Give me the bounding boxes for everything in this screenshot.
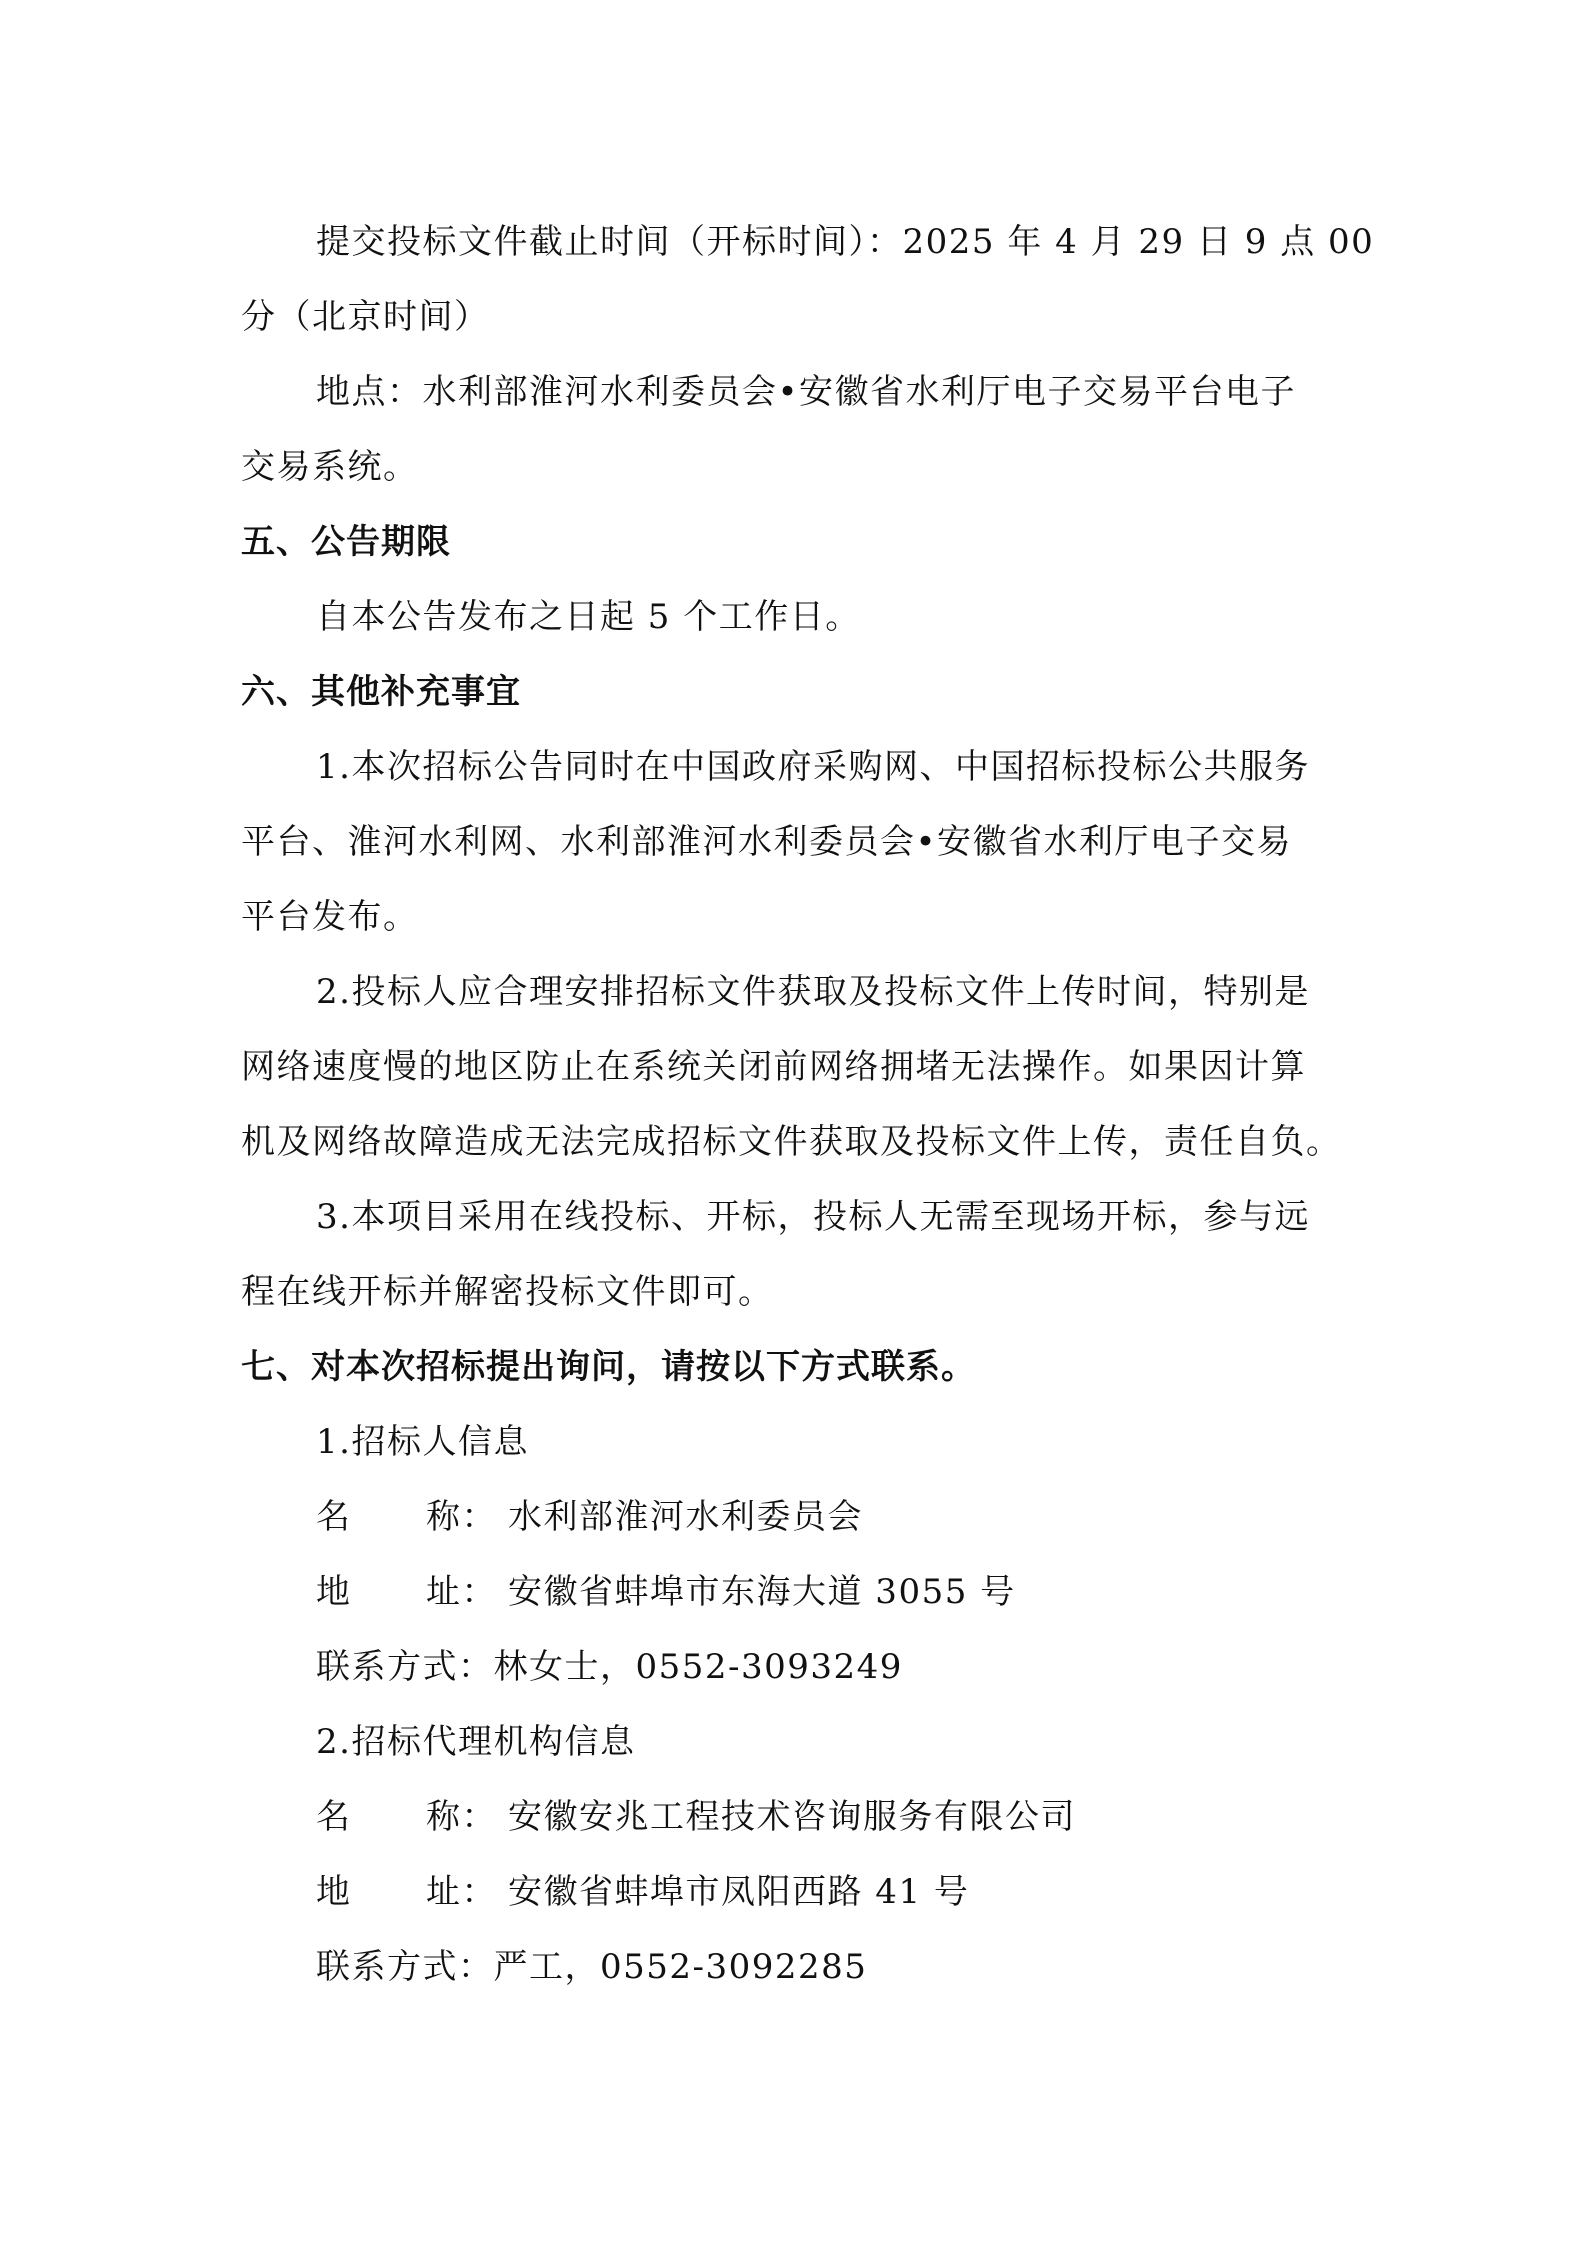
agency-address-row [241,1855,1351,1930]
agency-name-row [241,1780,1351,1855]
agency-contact-value: 严工，0552-3092285 [493,1947,868,1987]
tenderer-name-value: 水利部淮河水利委员会 [508,1497,863,1537]
agency-name-value: 安徽安兆工程技术咨询服务有限公司 [508,1797,1076,1837]
tenderer-address-row [241,1555,1351,1630]
section-heading-7: 七、对本次招标提出询问，请按以下方式联系。 [241,1347,976,1387]
notice-period-text: 自本公告发布之日起 5 个工作日。 [316,597,861,637]
supplement-item-1-line-2: 平台、淮河水利网、水利部淮河水利委员会•安徽省水利厅电子交易 [241,822,1293,862]
location-line-1: 地点：水利部淮河水利委员会•安徽省水利厅电子交易平台电子 [316,372,1297,412]
supplement-item-2-line-1: 2.投标人应合理安排招标文件获取及投标文件上传时间，特别是 [316,972,1310,1012]
tenderer-contact-row [241,1630,1351,1705]
agency-name-label: 名 称： [316,1797,497,1837]
location-line-2: 交易系统。 [241,447,419,487]
section-heading-5: 五、公告期限 [241,522,451,562]
supplement-item-2-line-3: 机及网络故障造成无法完成招标文件获取及投标文件上传，责任自负。 [241,1122,1342,1162]
agency-address-value: 安徽省蚌埠市凤阳西路 41 号 [508,1872,970,1912]
tenderer-contact-value: 林女士，0552-3093249 [493,1647,903,1687]
tenderer-address-label: 地 址： [316,1572,497,1612]
supplement-item-2-line-2: 网络速度慢的地区防止在系统关闭前网络拥堵无法操作。如果因计算 [241,1047,1306,1087]
agency-info-title: 2.招标代理机构信息 [316,1722,636,1762]
deadline-line-2: 分（北京时间） [241,297,490,337]
supplement-item-3-line-2: 程在线开标并解密投标文件即可。 [241,1272,774,1312]
agency-contact-label: 联系方式： [316,1947,494,1987]
tenderer-name-row [241,1480,1351,1555]
tenderer-name-label: 名 称： [316,1497,497,1537]
tenderer-info-title: 1.招标人信息 [316,1422,529,1462]
section-heading-6: 六、其他补充事宜 [241,672,521,712]
document-body [241,205,1375,2005]
agency-address-label: 地 址： [316,1872,497,1912]
supplement-item-1-line-1: 1.本次招标公告同时在中国政府采购网、中国招标投标公共服务 [316,747,1310,787]
tenderer-address-value: 安徽省蚌埠市东海大道 3055 号 [508,1572,1016,1612]
agency-contact-row [241,1930,1351,2005]
supplement-item-3-line-1: 3.本项目采用在线投标、开标，投标人无需至现场开标，参与远 [316,1197,1310,1237]
supplement-item-1-line-3: 平台发布。 [241,897,419,937]
deadline-line-1: 提交投标文件截止时间（开标时间）：2025 年 4 月 29 日 9 点 00 [316,222,1375,262]
tenderer-contact-label: 联系方式： [316,1647,494,1687]
